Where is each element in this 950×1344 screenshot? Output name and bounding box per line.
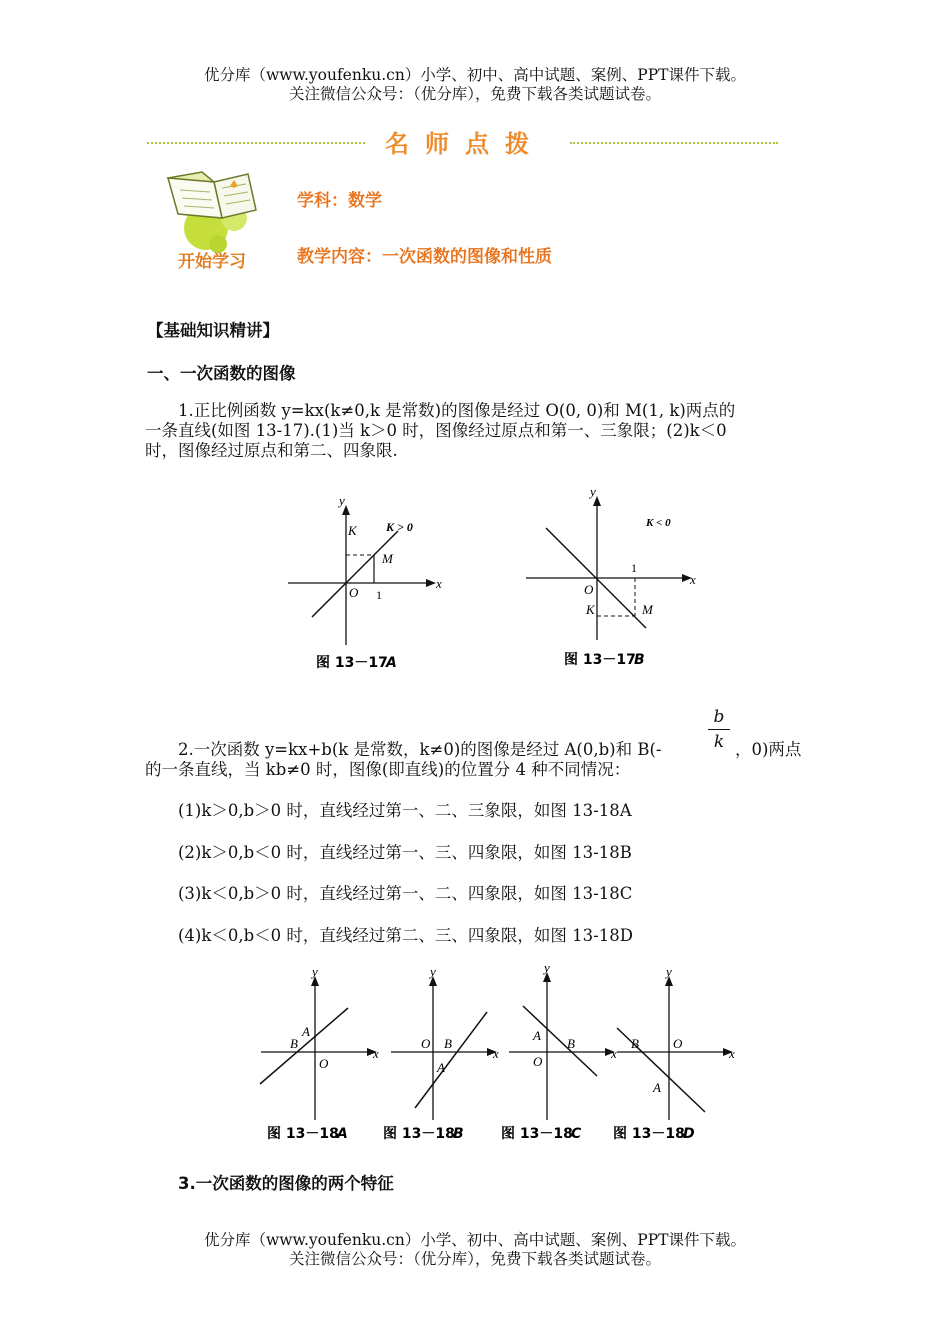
caption-prefix: 图 13－18 <box>501 1126 573 1142</box>
label-x: x <box>611 1046 617 1061</box>
line-ykxb <box>260 1008 348 1084</box>
p2-line-1b: ，0)两点 <box>735 740 802 759</box>
fraction-bar <box>708 729 730 730</box>
p1-line-2: 一条直线(如图 13-17).(1)当 k＞0 时，图像经过原点和第一、三象限；(2)k＜0 <box>145 421 727 440</box>
header-line-2: 关注微信公众号：（优分库），免费下载各类试题试卷。 <box>288 85 661 103</box>
label-y: y <box>430 964 436 979</box>
label-x: x <box>729 1046 735 1061</box>
figure-13-18b <box>383 964 499 1142</box>
part3-title: 3.一次函数的图像的两个特征 <box>178 1174 394 1193</box>
label-condition: K < 0 <box>646 517 671 529</box>
label-y: y <box>590 484 596 499</box>
caption-letter: D <box>683 1126 695 1142</box>
label-x: x <box>493 1046 499 1061</box>
case-3: (3)k＜0,b＞0 时，直线经过第一、二、四象限，如图 13-18C <box>178 884 633 903</box>
p1-line-1: 1.正比例函数 y=kx(k≠0,k 是常数)的图像是经过 O(0, 0)和 M(1, k)两点的 <box>178 401 736 420</box>
caption-prefix: 图 13－17 <box>564 652 636 668</box>
case-4: (4)k＜0,b＜0 时，直线经过第二、三、四象限，如图 13-18D <box>178 926 633 945</box>
label-o: O <box>319 1056 329 1071</box>
caption-letter: B <box>453 1126 464 1142</box>
label-y: y <box>544 960 550 975</box>
label-a: A <box>653 1080 661 1095</box>
caption-letter: B <box>634 652 645 668</box>
label-o: O <box>421 1036 431 1051</box>
case-1: (1)k＞0,b＞0 时，直线经过第一、二、三象限，如图 13-18A <box>178 801 632 820</box>
case-2: (2)k＞0,b＜0 时，直线经过第一、三、四象限，如图 13-18B <box>178 843 632 862</box>
content-label: 教学内容：一次函数的图像和性质 <box>297 247 552 267</box>
fraction-numerator: b <box>713 707 725 727</box>
label-y: y <box>339 493 345 508</box>
caption-prefix: 图 13－18 <box>383 1126 455 1142</box>
line-ykxb <box>415 1012 487 1108</box>
caption-prefix: 图 13－18 <box>613 1126 685 1142</box>
label-k: K <box>586 602 595 617</box>
p1-line-3: 时，图像经过原点和第二、四象限. <box>145 441 398 460</box>
figure-13-18d <box>613 964 735 1142</box>
caption-letter: C <box>571 1126 582 1142</box>
label-a: A <box>533 1028 541 1043</box>
label-o: O <box>584 582 594 597</box>
label-y: y <box>666 964 672 979</box>
label-a: A <box>302 1024 310 1039</box>
label-m: M <box>642 602 653 617</box>
label-condition: K > 0 <box>386 520 413 534</box>
x-axis-arrow <box>426 579 436 587</box>
logo-label: 开始学习 <box>178 252 246 272</box>
caption-prefix: 图 13－18 <box>267 1126 339 1142</box>
label-o: O <box>533 1054 543 1069</box>
section-heading: 【基础知识精讲】 <box>147 321 279 340</box>
subject-label: 学科：数学 <box>297 191 382 211</box>
label-a: A <box>437 1060 445 1075</box>
label-o: O <box>673 1036 683 1051</box>
label-x: x <box>690 572 696 587</box>
dotted-divider-right <box>570 142 778 144</box>
fraction-denominator: k <box>713 732 725 752</box>
label-o: O <box>349 585 359 600</box>
footer-line-1: 优分库（www.youfenku.cn）小学、初中、高中试题、案例、PPT课件下载。 <box>203 1231 747 1249</box>
caption-letter: A <box>337 1126 348 1142</box>
dotted-divider-left <box>147 142 365 144</box>
header-line-1: 优分库（www.youfenku.cn）小学、初中、高中试题、案例、PPT课件下载。 <box>203 66 747 84</box>
caption-letter: A <box>386 655 397 671</box>
line-y-kx <box>312 531 398 617</box>
p2-line-1a: 2.一次函数 y=kx+b(k 是常数，k≠0)的图像是经过 A(0,b)和 B(- <box>178 740 662 759</box>
label-b: B <box>567 1036 575 1051</box>
label-b: B <box>631 1036 639 1051</box>
figure-13-17a <box>280 495 455 685</box>
label-1: 1 <box>376 588 382 602</box>
label-b: B <box>444 1036 452 1051</box>
label-k: K <box>348 523 357 538</box>
fraction-b-over-k <box>708 707 730 752</box>
banner-title: 名师点拨 <box>385 129 545 158</box>
label-b: B <box>290 1036 298 1051</box>
footer-line-2: 关注微信公众号：（优分库），免费下载各类试题试卷。 <box>288 1250 661 1268</box>
p2-line-2: 的一条直线，当 kb≠0 时，图像(即直线)的位置分 4 种不同情况： <box>145 760 631 779</box>
figure-13-17b <box>520 480 700 675</box>
label-m: M <box>382 551 393 566</box>
figures-13-18 <box>255 960 735 1150</box>
label-y: y <box>312 964 318 979</box>
figure-13-18a <box>260 964 379 1142</box>
figure-13-18c <box>501 960 617 1142</box>
part1-title: 一、一次函数的图像 <box>147 364 296 383</box>
label-1: 1 <box>631 561 637 575</box>
label-x: x <box>436 576 442 591</box>
caption-prefix: 图 13－17 <box>316 655 388 671</box>
label-x: x <box>373 1046 379 1061</box>
